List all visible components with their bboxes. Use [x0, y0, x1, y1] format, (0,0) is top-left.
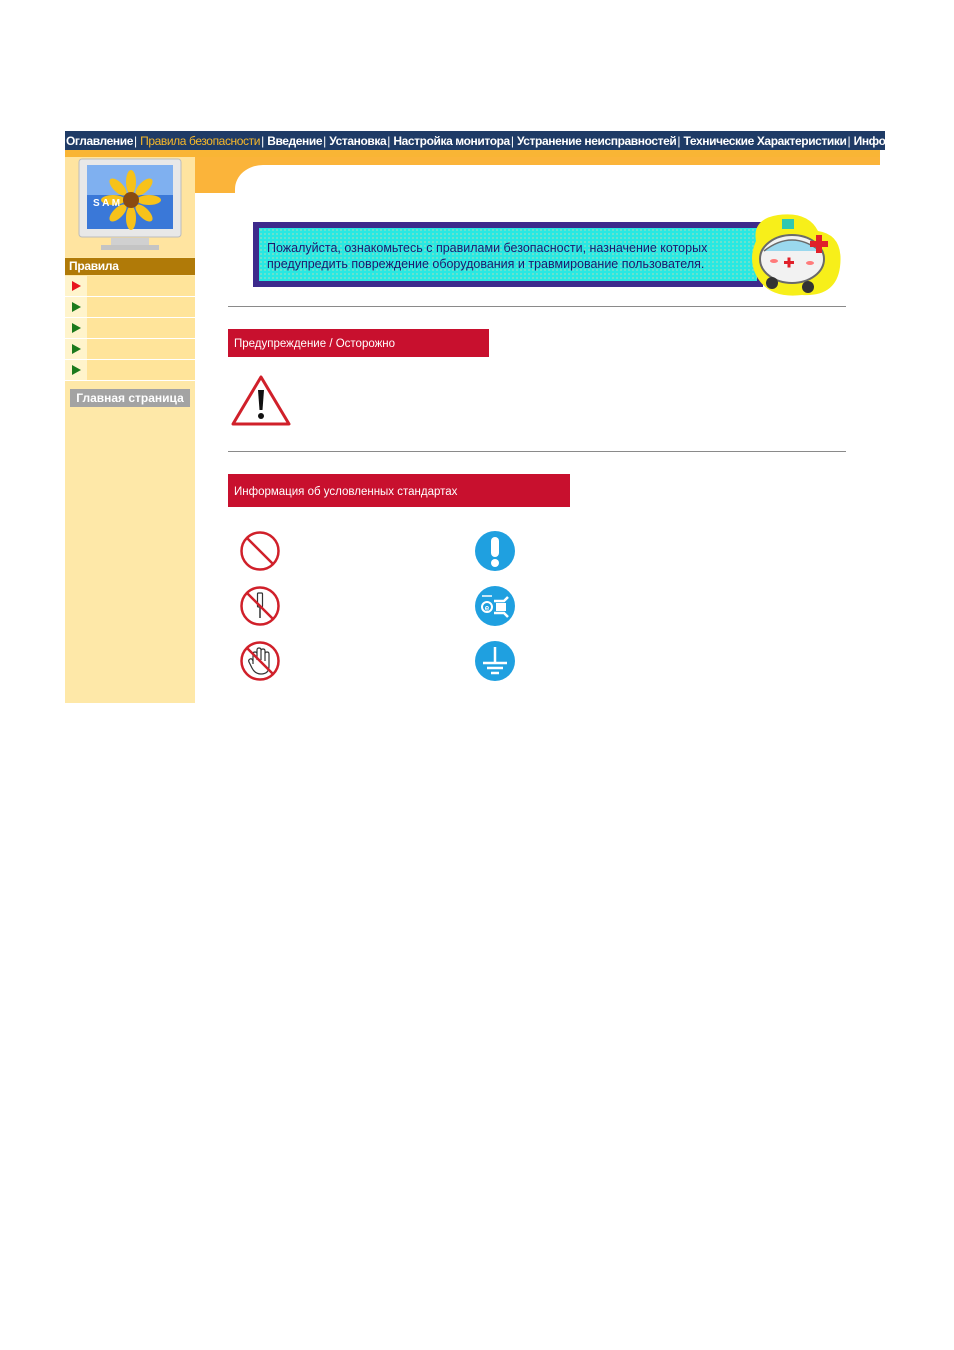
nav-separator: |: [847, 133, 851, 148]
banner-line-1: Пожалуйста, ознакомьтесь с правилами безопасности, назначение которых: [267, 241, 708, 255]
nav-monitor-adjustment[interactable]: Настройка монитора: [393, 133, 510, 148]
unplug-icon: [474, 585, 516, 627]
divider: [228, 451, 846, 452]
nav-setup[interactable]: Установка: [329, 133, 387, 148]
sidebar-item-3[interactable]: [65, 318, 195, 339]
red-arrow-icon: [65, 276, 87, 296]
do-not-touch-icon: [239, 640, 281, 682]
nav-separator: |: [323, 133, 327, 148]
green-arrow-icon: [65, 297, 87, 317]
nav-separator: |: [134, 133, 138, 148]
nav-introduction[interactable]: Введение: [267, 133, 323, 148]
logo-text: S A M: [93, 198, 121, 209]
sidebar-item-1[interactable]: [65, 276, 195, 297]
divider: [228, 306, 846, 307]
nav-separator: |: [261, 133, 265, 148]
top-navigation: [65, 131, 932, 150]
nav-information[interactable]: Информации: [853, 133, 928, 148]
safety-banner: [253, 222, 763, 287]
green-arrow-icon: [65, 318, 87, 338]
home-page-button[interactable]: Главная страница: [70, 389, 190, 407]
sidebar-item-label: [87, 339, 195, 359]
green-arrow-icon: [65, 360, 87, 380]
ambulance-mascot-icon: [748, 211, 848, 299]
green-arrow-icon: [65, 339, 87, 359]
sidebar-item-label: [87, 297, 195, 317]
sidebar-item-4[interactable]: [65, 339, 195, 360]
nav-contents[interactable]: Оглавление: [66, 133, 133, 148]
header-stripe: [65, 150, 880, 157]
nav-safety[interactable]: Правила безопасности: [140, 133, 261, 148]
sidebar-item-2[interactable]: [65, 297, 195, 318]
nav-separator: |: [928, 133, 932, 148]
nav-troubleshooting[interactable]: Устранение неисправностей: [516, 133, 677, 148]
ground-icon: [474, 640, 516, 682]
content-corner: [235, 165, 880, 205]
svg-text:e: e: [484, 603, 490, 613]
nav-separator: |: [510, 133, 514, 148]
banner-line-2: предупредить повреждение оборудования и травмирование пользователя.: [267, 257, 705, 271]
sidebar-item-label: [87, 276, 195, 296]
nav-specifications[interactable]: Технические Характеристики: [683, 133, 847, 148]
prohibited-icon: [239, 530, 281, 572]
monitor-logo-icon: [77, 158, 183, 252]
sidebar-item-label: [87, 360, 195, 380]
do-not-disassemble-icon: [239, 585, 281, 627]
nav-separator: |: [677, 133, 681, 148]
warning-section-header: Предупреждение / Осторожно: [228, 329, 489, 357]
sidebar-item-label: [87, 318, 195, 338]
warning-triangle-icon: [230, 374, 292, 427]
sidebar-item-5[interactable]: [65, 360, 195, 381]
standards-section-header: Информация об условленных стандартах: [228, 474, 570, 507]
important-icon: [474, 530, 516, 572]
sidebar-title: Правила: [65, 258, 195, 275]
nav-separator: |: [387, 133, 391, 148]
sidebar-menu: [65, 276, 195, 381]
